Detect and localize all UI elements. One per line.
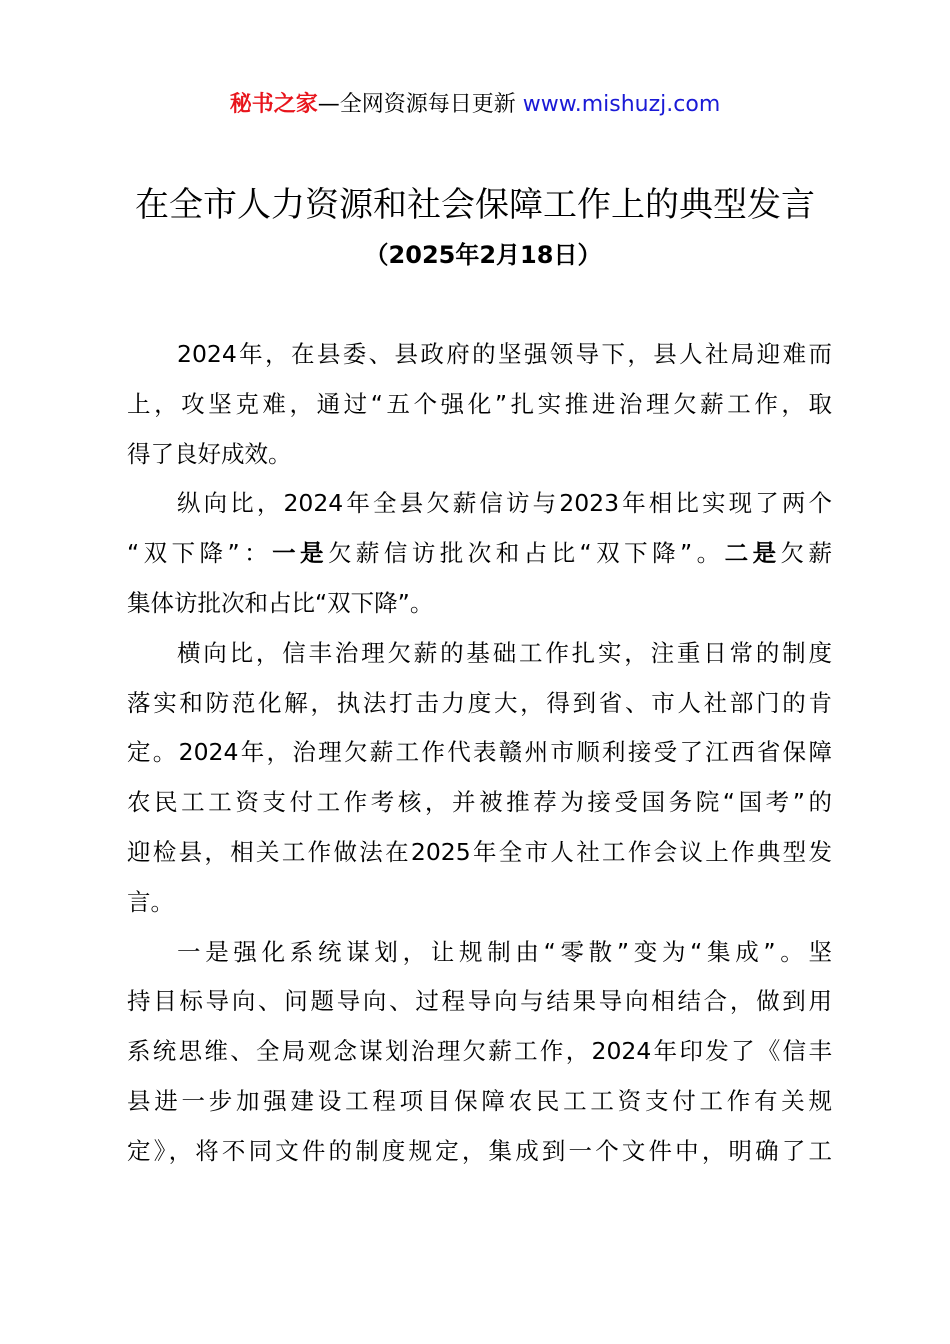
document-title: 在全市人力资源和社会保障工作上的典型发言 bbox=[135, 185, 815, 225]
paragraph-line: 持目标导向、问题导向、过程导向与结果导向相结合，做到用 bbox=[127, 987, 832, 1016]
paragraph-line: 迎检县，相关工作做法在2025年全市人社工作会议上作典型发 bbox=[127, 837, 832, 866]
paragraph-line: 系统思维、全局观念谋划治理欠薪工作，2024年印发了《信丰 bbox=[127, 1037, 832, 1066]
paragraph-line: 一是强化系统谋划，让规制由“零散”变为“集成”。坚 bbox=[177, 937, 832, 966]
text-segment: “双下降”： bbox=[127, 539, 273, 568]
paragraph-line: 2024年，在县委、县政府的坚强领导下，县人社局迎难而 bbox=[177, 340, 832, 368]
paragraph-line bbox=[127, 529, 832, 579]
text-segment: 欠薪 bbox=[780, 539, 832, 568]
paragraph-line: 集体访批次和占比“双下降”。 bbox=[127, 588, 434, 617]
paragraph-line: 言。 bbox=[127, 887, 174, 916]
paragraph-line: 农民工工资支付工作考核，并被推荐为接受国务院“国考”的 bbox=[127, 788, 832, 817]
banner-tagline: —全网资源每日更新 bbox=[317, 92, 523, 117]
document-date: （2025年2月18日） bbox=[364, 241, 602, 269]
text-segment: 欠薪信访批次和占比“双下降”。 bbox=[327, 539, 725, 568]
paragraph-line: 落实和防范化解，执法打击力度大，得到省、市人社部门的肯 bbox=[127, 688, 832, 717]
bold-marker: 二是 bbox=[724, 539, 781, 568]
brand-name: 秘书之家 bbox=[229, 92, 318, 117]
site-url-link[interactable]: www.mishuzj.com bbox=[522, 92, 721, 117]
paragraph-line: 横向比，信丰治理欠薪的基础工作扎实，注重日常的制度 bbox=[177, 638, 832, 667]
paragraph-line: 县进一步加强建设工程项目保障农民工工资支付工作有关规 bbox=[127, 1086, 832, 1115]
bold-marker: 一是 bbox=[272, 539, 328, 568]
paragraph-line: 定》，将不同文件的制度规定，集成到一个文件中，明确了工 bbox=[127, 1136, 832, 1165]
paragraph-line: 纵向比，2024年全县欠薪信访与2023年相比实现了两个 bbox=[177, 489, 832, 518]
paragraph-line: 上，攻坚克难，通过“五个强化”扎实推进治理欠薪工作，取 bbox=[127, 389, 832, 418]
paragraph-line: 定。2024年，治理欠薪工作代表赣州市顺利接受了江西省保障 bbox=[127, 738, 832, 767]
document-body bbox=[127, 330, 832, 1177]
paragraph-line: 得了良好成效。 bbox=[127, 439, 292, 468]
site-banner bbox=[0, 88, 950, 122]
